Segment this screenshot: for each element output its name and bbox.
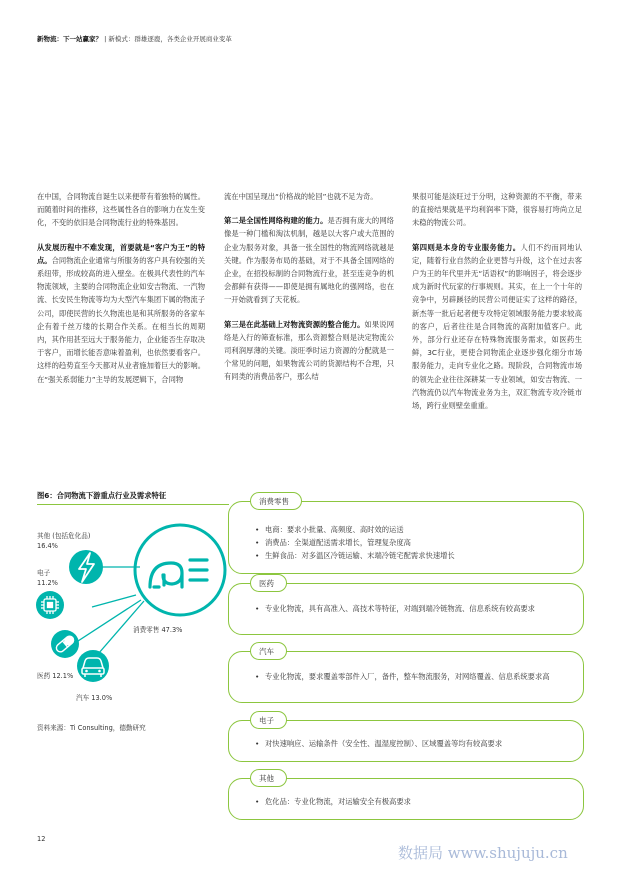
list-item: • 专业化物流，要求覆盖零部件入厂，备件，整车物流服务，对网络覆盖、信息系统要求高 <box>255 670 569 683</box>
list-item: • 电商：要求小批量、高频度、高时效的运送 <box>255 523 569 536</box>
panel-electronics <box>228 711 584 763</box>
list-item: • 生鲜食品：对多温区冷链运输、末端冷链宅配需求快速增长 <box>255 549 569 562</box>
text-column-1 <box>37 190 205 397</box>
panel-title: 消费零售 <box>250 492 302 510</box>
paragraph: 第三是在此基础上对物流资源的整合能力。如果说网络是入行的筛查标准，那么资源整合则是决定物流公司利润厚薄的关键。淡旺季时运力资源的分配就是一个常见的问题，如果物流公司的货源结构不合理，只有同类的消费品客户，那么结 <box>224 319 394 382</box>
panel-title: 电子 <box>250 711 287 729</box>
car-headlight <box>85 670 88 673</box>
label-retail: 消费零售 47.3% <box>133 626 183 634</box>
text-column-2 <box>224 190 394 395</box>
paragraph: 从发展历程中不难发现，首要就是“客户为王”的特点。合同物流企业通常与所服务的客户具有较强的关系纽带，形成较高的进入壁垒。在极具代表性的汽车物流领域，主要的合同物流企业如安吉物流、一汽物流、长安民生物流等均为大型汽车集团下属的物流子公司，即使民营的长久物流也是和其所服务的各家车企有着千丝万缕的长期合作关系。在相当长的周期内，其作用甚至远大于服务能力，企业能否生存取决于客户，而增长能否意味着盈利，也依然要看客户。这样的趋势直至今天都对从业者施加着巨大的影响。在“强关系弱能力”主导的发展逻辑下，合同物 <box>37 242 205 384</box>
panel-pharma <box>228 574 584 637</box>
page-number: 12 <box>37 835 46 843</box>
connector-line <box>78 600 141 641</box>
retail-icon <box>150 560 207 587</box>
bubble-auto <box>77 650 109 682</box>
paragraph: 流在中国呈现出“价格战的轮回”也就不足为奇。 <box>224 192 378 201</box>
label-other: 其他 (包括危化品) 16.4% <box>37 532 91 550</box>
running-header: 新物流：下一站赢家？ | 新模式：群雄逐鹿，各类企业开展商业变革 <box>37 35 232 43</box>
panel-box <box>228 501 584 574</box>
text-column-3 <box>412 190 582 423</box>
car-headlight <box>98 670 101 673</box>
label-auto: 汽车 13.0% <box>76 694 113 702</box>
panel-title: 医药 <box>250 574 287 592</box>
bubble-other <box>69 550 103 584</box>
panel-title: 其他 <box>250 769 287 787</box>
paragraph: 第二是全国性网络构建的能力。是否拥有庞大的网络像是一种门槛和淘汰机制，越是以大客户或大范围的企业为服务对象，具备一张全国性的物流网络就越是关键。作为服务布局的基础，对于不具备全国网络的企业，在招投标制的合同物流行业，甚至连竞争的机会都鲜有获得——即使是拥有属地化的强网络，也在一开始就看到了天花板。 <box>224 216 395 305</box>
paragraph: 果很可能是淡旺过于分明，这种资源的不平衡，带来的直接结果就是平均利润率下降，很容易打垮尚立足未稳的物流公司。 <box>412 192 582 228</box>
bubble-retail <box>135 525 225 615</box>
watermark: 数据局 www.shujuju.cn <box>398 844 568 862</box>
label-pharma: 医药 12.1% <box>37 672 74 680</box>
paragraph: 在中国，合同物流自诞生以来便带有着独特的属性。而随着时间的推移，这些属性各自的影响力在发生变化，不变的依旧是合同物流行业的特殊基因。 <box>37 192 205 228</box>
panel-other <box>228 769 584 821</box>
panel-retail <box>228 492 584 574</box>
figure-source: 资料来源：Ti Consulting，德勤研究 <box>37 724 146 732</box>
panel-title: 汽车 <box>250 642 287 660</box>
connector-line <box>92 595 136 607</box>
paragraph: 第四则是本身的专业服务能力。人们不约而同地认定，随着行业自然的企业更替与升级，这个在过去客户为王的年代里并无“话语权”的影响因子，将会逐步成为新时代玩家的行事规则。其实，在上一个十年的竞争中，另辟蹊径的民营公司便证实了这样的路径，新杰等一批后起者便专攻特定领域服务能力要求较高的客户，后者往往是合同物流的高附加值客户。此外，部分行业还存在特殊物流服务需求，如医药生鲜，3C行业，更使合同物流企业逐步强化细分市场服务能力，走向专业化之路。现阶段，合同物流市场的领先企业往往深耕某一专业领域，如安吉物流、一汽物流仍以汽车物流业务为主，双汇物流专攻冷链市场，跨行业则壁垒重重。 <box>412 242 582 411</box>
list-item: • 对快速响应、运输条件（安全性、温湿度控制）、区域覆盖等均有较高要求 <box>255 737 569 750</box>
list-item: • 消费品：全渠道配送需求增长，管理复杂度高 <box>255 536 569 549</box>
label-electronics: 电子 11.2% <box>37 569 58 587</box>
list-item: • 专业化物流，具有高准入、高技术等特征，对端到端冷链物流、信息系统有较高要求 <box>255 602 569 615</box>
panel-auto <box>228 642 584 705</box>
list-item: • 危化品：专业化物流，对运输安全有极高要求 <box>255 795 569 808</box>
figure-title: 图6：合同物流下游重点行业及需求特征 <box>37 491 167 500</box>
